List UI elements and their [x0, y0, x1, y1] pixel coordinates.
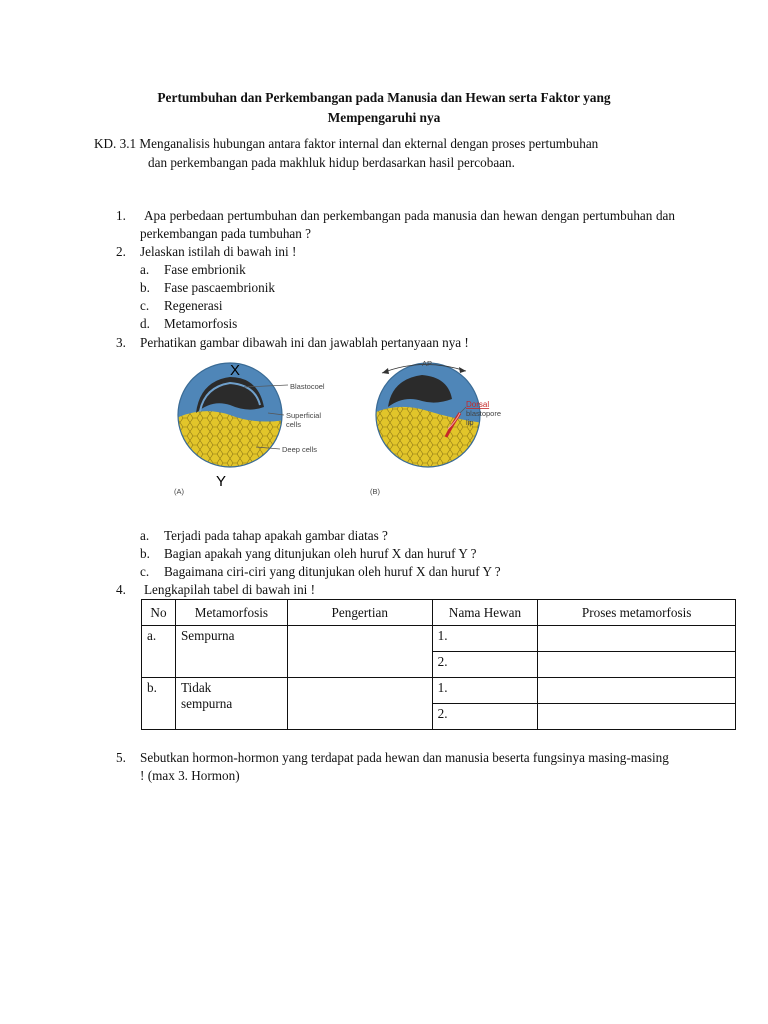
cell-proses[interactable]	[538, 678, 736, 704]
header-nama-hewan: Nama Hewan	[432, 600, 538, 626]
label-lip: lip	[466, 418, 474, 427]
item-text: Terjadi pada tahap apakah gambar diatas ?	[164, 528, 388, 543]
question-number: 4.	[116, 582, 126, 597]
label-ap: AP	[422, 359, 433, 368]
item-letter: a.	[140, 528, 150, 543]
item-text: Fase pascaembrionik	[164, 280, 275, 295]
label-deep-cells: Deep cells	[282, 445, 318, 454]
item-letter: b.	[140, 280, 150, 295]
title-line-1: Pertumbuhan dan Perkembangan pada Manusia dan Hewan serta Faktor yang	[157, 90, 611, 105]
cell-hewan[interactable]: 2.	[432, 652, 538, 678]
cell-no: a.	[142, 626, 176, 678]
kd-line-2: dan perkembangan pada makhluk hidup berdasarkan hasil percobaan.	[148, 155, 515, 170]
cell-hewan[interactable]: 1.	[432, 626, 538, 652]
item-letter: d.	[140, 316, 150, 331]
cell-hewan[interactable]: 2.	[432, 704, 538, 730]
item-text: Metamorfosis	[164, 316, 238, 331]
question-text: Jelaskan istilah di bawah ini !	[140, 244, 297, 259]
question-number: 3.	[116, 335, 126, 350]
caption-a: (A)	[174, 487, 184, 496]
cell-type: Sempurna	[175, 626, 287, 678]
question-number: 1.	[116, 208, 126, 223]
question-number: 2.	[116, 244, 126, 259]
cell-proses[interactable]	[538, 626, 736, 652]
label-blastopore: blastopore	[466, 409, 502, 418]
item-text: Bagian apakah yang ditunjukan oleh huruf X dan huruf Y ?	[164, 546, 477, 561]
question-text: Lengkapilah tabel di bawah ini !	[144, 582, 316, 597]
label-dorsal: Dorsal	[466, 400, 490, 409]
item-text: Fase embrionik	[164, 262, 246, 277]
table-header-row	[142, 600, 736, 626]
label-superficial: Superficial	[286, 411, 322, 420]
cell-type	[175, 678, 287, 730]
embryo-figure	[160, 355, 540, 505]
header-pengertian: Pengertian	[287, 600, 432, 626]
question-number: 5.	[116, 750, 126, 765]
item-text: Bagaimana ciri-ciri yang ditunjukan oleh huruf X dan huruf Y ?	[164, 564, 501, 579]
kd-statement	[94, 134, 694, 172]
header-proses: Proses metamorfosis	[538, 600, 736, 626]
header-metamorfosis: Metamorfosis	[175, 600, 287, 626]
cell-proses[interactable]	[538, 704, 736, 730]
document-title	[80, 88, 688, 128]
caption-b: (B)	[370, 487, 380, 496]
label-blastocoel: Blastocoel	[290, 382, 325, 391]
question-text: Perhatikan gambar dibawah ini dan jawablah pertanyaan nya !	[140, 335, 469, 350]
item-letter: c.	[140, 298, 150, 313]
cell-no: b.	[142, 678, 176, 730]
cell-proses[interactable]	[538, 652, 736, 678]
kd-line-1: KD. 3.1 Menganalisis hubungan antara faktor internal dan ekternal dengan proses pertumbuhan	[94, 136, 599, 151]
header-no: No	[142, 600, 176, 626]
item-text: Regenerasi	[164, 298, 223, 313]
title-line-2: Mempengaruhi nya	[327, 110, 441, 125]
question-text: Sebutkan hormon-hormon yang terdapat pada hewan dan manusia beserta fungsinya masing-masing ! (max 3. Hormon)	[140, 750, 669, 783]
label-y: Y	[216, 473, 227, 490]
label-cells: cells	[286, 420, 302, 429]
cell-hewan[interactable]: 1.	[432, 678, 538, 704]
cell-type-text: Tidak sempurna	[180, 680, 233, 711]
cell-pengertian[interactable]	[287, 626, 432, 678]
label-x: X	[230, 362, 241, 379]
metamorphosis-table	[141, 599, 736, 730]
question-text: Apa perbedaan pertumbuhan dan perkembangan pada manusia dan hewan dengan pertumbuhan dan perkembangan pada tumbuhan ?	[140, 208, 675, 241]
item-letter: a.	[140, 262, 150, 277]
item-letter: b.	[140, 546, 150, 561]
item-letter: c.	[140, 564, 150, 579]
table-row	[142, 678, 736, 704]
cell-pengertian[interactable]	[287, 678, 432, 730]
table-row	[142, 626, 736, 652]
